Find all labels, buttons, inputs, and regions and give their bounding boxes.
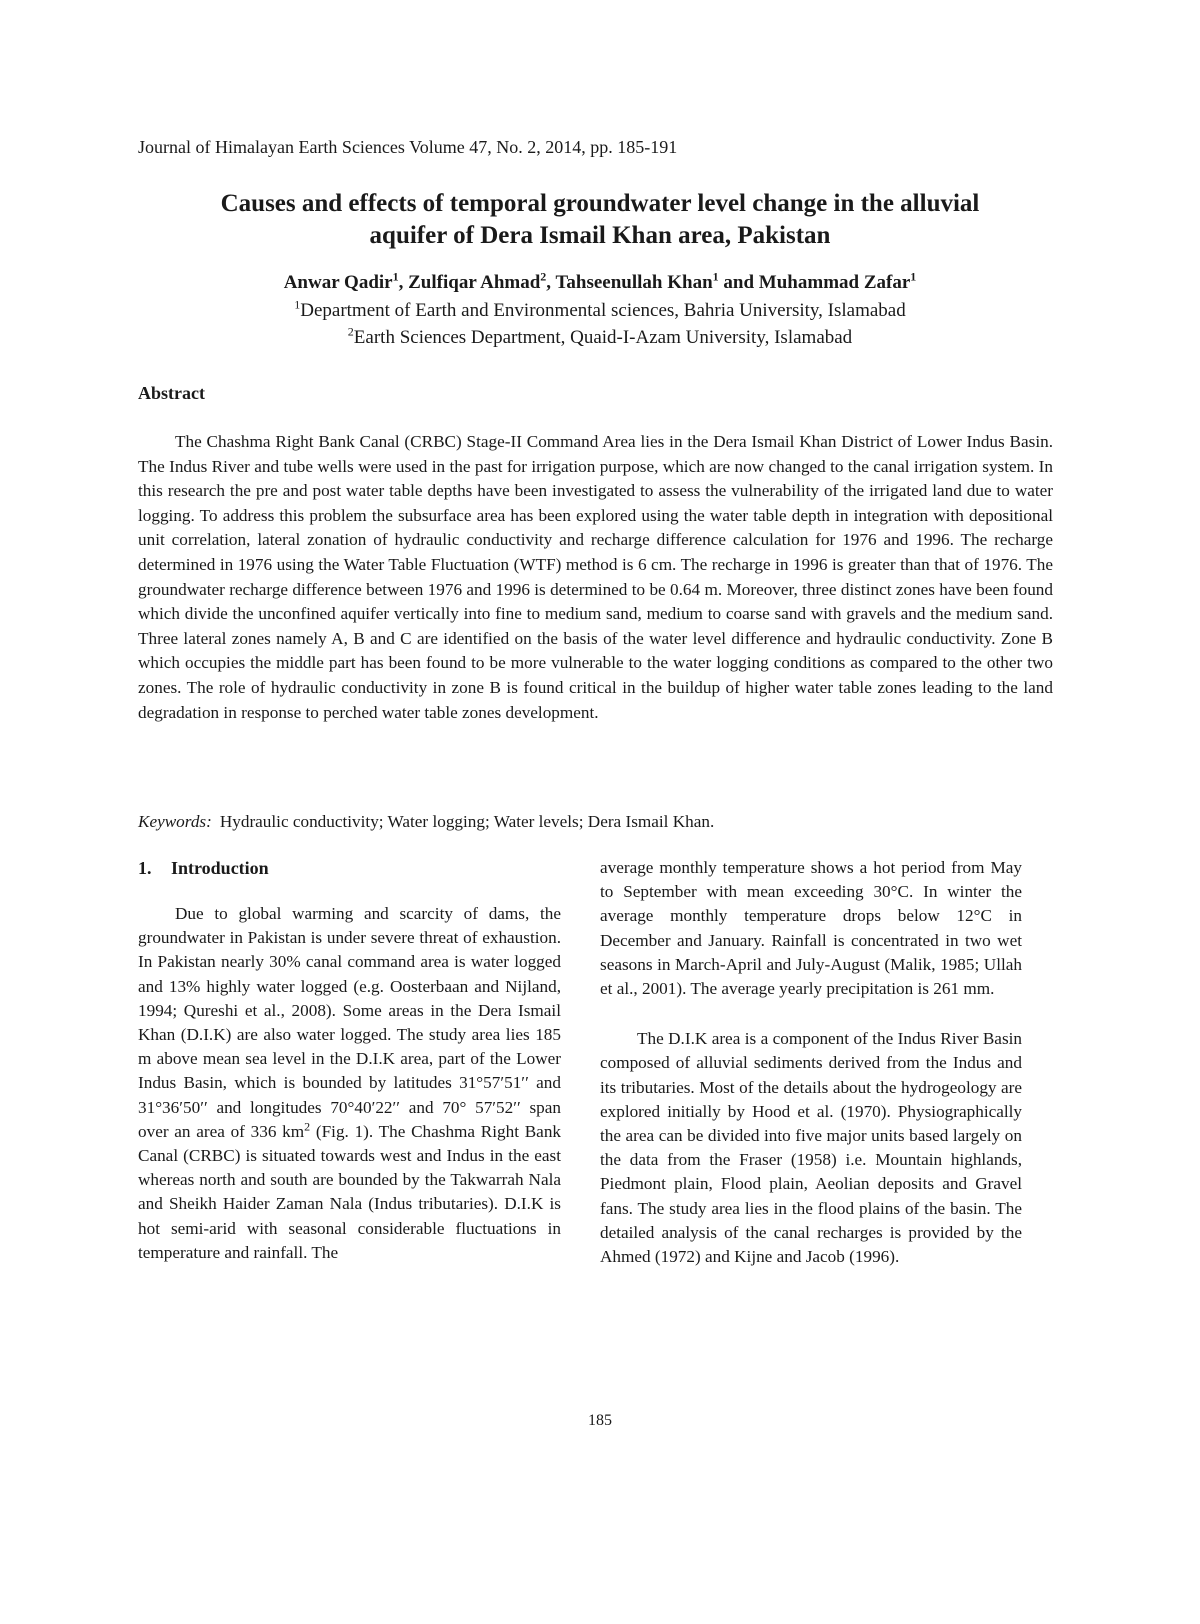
paper-title	[150, 188, 1050, 252]
author-separator: ,	[546, 272, 556, 293]
author-affil-mark: 1	[392, 269, 399, 284]
intro-text-part-1: Due to global warming and scarcity of dams, the groundwater in Pakistan is under severe threat of exhaustion. In Pakistan nearly 30% canal command area is water logged and 13% highly water logged (e.g. Oosterbaan and Nijland, 1994; Qureshi et al., 2008). Some areas in the Dera Ismail Khan (D.I.K) are also water logged. The study area lies 185 m above mean sea level in the D.I.K area, part of the Lower Indus Basin, which is bounded by latitudes 31°57′51′′ and 31°36′50′′ and longitudes 70°40′22′′ and 70° 57′52′′ span over an area of 336 km	[138, 904, 561, 1141]
superscript: 2	[304, 1119, 311, 1134]
keywords	[138, 812, 714, 832]
author-name: Muhammad Zafar	[758, 272, 911, 293]
author-separator: ,	[398, 272, 409, 293]
affiliation-mark: 2	[347, 324, 354, 339]
journal-citation: Journal of Himalayan Earth Sciences Volume 47, No. 2, 2014, pp. 185-191	[138, 137, 678, 157]
abstract-text: The Chashma Right Bank Canal (CRBC) Stage-II Command Area lies in the Dera Ismail Khan District of Lower Indus Basin. The Indus River and tube wells were used in the past for irrigation purpose, which are now changed to the canal irrigation system. In this research the pre and post water table depths have been investigated to assess the vulnerability of the irrigated land due to water logging. To address this problem the subsurface area has been explored using the water table depth in integration with depositional unit correlation, lateral zonation of hydraulic conductivity and recharge difference calculation for 1976 and 1996. The recharge determined in 1976 using the Water Table Fluctuation (WTF) method is 6 cm. The recharge in 1996 is greater than that of 1976. The groundwater recharge difference between 1976 and 1996 is determined to be 0.64 m. Moreover, three distinct zones have been found which divide the unconfined aquifer vertically into fine to medium sand, medium to coarse sand with gravels and the medium sand. Three lateral zones namely A, B and C are identified on the basis of the water level difference and hydraulic conductivity. Zone B which occupies the middle part has been found to be more vulnerable to the water logging conditions as compared to the other two zones. The role of hydraulic conductivity in zone B is found critical in the buildup of higher water table zones leading to the land degradation in response to perched water table zones development.	[138, 432, 1053, 722]
section-number: 1.	[138, 858, 152, 878]
intro-paragraph-2: The D.I.K area is a component of the Indus River Basin composed of alluvial sediments derived from the Indus and its tributaries. Most of the details about the hydrogeology are explored initially by Hood et al. (1970). Physiographically the area can be divided into five major units based largely on the data from the Fraser (1958) i.e. Mountain highlands, Piedmont plain, Flood plain, Aeolian deposits and Gravel fans. The study area lies in the flood plains of the basin. The detailed analysis of the canal recharges is provided by the Ahmed (1972) and Kijne and Jacob (1996).	[600, 1029, 1022, 1267]
left-column	[138, 856, 561, 1265]
affiliation-1	[100, 297, 1100, 322]
keywords-label: Keywords:	[138, 812, 212, 831]
affiliation-text: Earth Sciences Department, Quaid-I-Azam University, Islamabad	[353, 327, 853, 348]
abstract-heading: Abstract	[138, 383, 205, 403]
affiliation-mark: 1	[294, 297, 301, 312]
keywords-text: Hydraulic conductivity; Water logging; Water levels; Dera Ismail Khan.	[219, 812, 715, 831]
section-title: Introduction	[171, 858, 269, 878]
right-column	[600, 856, 1022, 1269]
page-number: 185	[588, 1412, 612, 1429]
author-affil-mark: 1	[910, 269, 917, 284]
title-line-1: Causes and effects of temporal groundwater level change in the alluvial	[220, 190, 980, 217]
affiliation-2	[100, 324, 1100, 349]
author-name: Anwar Qadir	[283, 272, 393, 293]
author-affil-mark: 1	[712, 269, 719, 284]
author-separator: and	[718, 272, 759, 293]
author-name: Zulfiqar Ahmad	[408, 272, 541, 293]
author-list	[100, 269, 1100, 294]
intro-paragraph-1	[138, 902, 561, 1265]
intro-text-part-2: (Fig. 1). The Chashma Right Bank Canal (CRBC) is situated towards west and Indus in the east whereas north and south are bounded by the Takwarrah Nala and Sheikh Haider Zaman Nala (Indus tributaries). D.I.K is hot semi-arid with seasonal considerable fluctuations in temperature and rainfall. The	[138, 1121, 562, 1262]
affiliation-text: Department of Earth and Environmental sciences, Bahria University, Islamabad	[300, 300, 906, 321]
author-name: Tahseenullah Khan	[555, 272, 713, 293]
title-line-2: aquifer of Dera Ismail Khan area, Pakistan	[369, 222, 831, 249]
section-heading-introduction	[138, 856, 561, 880]
intro-paragraph-continued: average monthly temperature shows a hot period from May to September with mean exceeding 30°C. In winter the average monthly temperature drops below 12°C in December and January. Rainfall is concentrated in two wet seasons in March-April and July-August (Malik, 1985; Ullah et al., 2001). The average yearly precipitation is 261 mm.	[600, 858, 1022, 999]
author-affil-mark: 2	[540, 269, 547, 284]
